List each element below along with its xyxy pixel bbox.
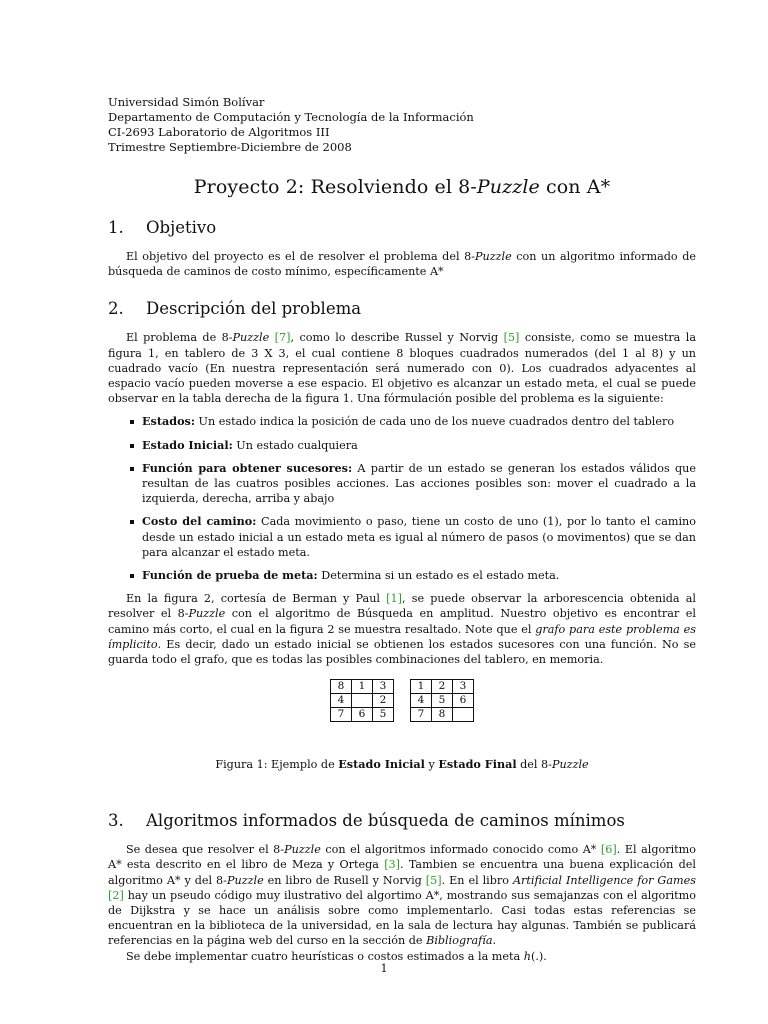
list-item: Estados: Un estado indica la posición de cada uno de los nueve cuadrados dentro del tablero xyxy=(108,414,696,429)
section-algoritmos xyxy=(108,811,696,964)
title-italic: Puzzle xyxy=(476,176,540,198)
citation-link[interactable]: [6] xyxy=(600,843,617,857)
bullet-icon xyxy=(130,467,134,471)
bullet-icon xyxy=(130,444,134,448)
section-number: 3. xyxy=(108,811,124,831)
paragraph: Se debe implementar cuatro heurísticas o costos estimados a la meta h(.). xyxy=(126,949,547,963)
board-cell: 3 xyxy=(453,680,474,694)
header-line-term: Trimestre Septiembre-Diciembre de 2008 xyxy=(108,140,352,154)
section-title: Descripción del problema xyxy=(146,299,362,319)
initial-state-board xyxy=(330,679,394,722)
paragraph: El objetivo del proyecto es el de resolver el problema del 8-Puzzle con un algoritmo informado de búsqueda de caminos de costo mínimo, específicamente A* xyxy=(108,250,696,279)
bullet-icon xyxy=(130,420,134,424)
section-objetivo xyxy=(108,218,696,279)
board-cell: 6 xyxy=(453,694,474,708)
section-title: Algoritmos informados de búsqueda de caminos mínimos xyxy=(146,811,625,831)
list-item: Función de prueba de meta: Determina si un estado es el estado meta. xyxy=(108,568,696,583)
figure-caption: Figura 1: Ejemplo de Estado Inicial y Estado Final del 8-Puzzle xyxy=(215,757,589,772)
board-cell: 2 xyxy=(432,680,453,694)
header-line-university: Universidad Simón Bolívar xyxy=(108,95,265,109)
citation-link[interactable]: [5] xyxy=(503,331,520,345)
board-cell: 8 xyxy=(331,680,352,694)
page xyxy=(108,95,696,984)
board-cell: 7 xyxy=(331,708,352,722)
title-text: Proyecto 2: Resolviendo el 8- xyxy=(193,176,477,198)
citation-link[interactable]: [3] xyxy=(384,858,401,872)
list-item: Estado Inicial: Un estado cualquiera xyxy=(108,438,696,453)
board-cell: 6 xyxy=(352,708,373,722)
paragraph: Se desea que resolver el 8-Puzzle con el algoritmos informado conocido como A* [6]. El algoritmo A* esta descrito en el libro de Meza y Ortega [3]. Tambien se encuentra una buena explicación del algoritmo A* y del 8-Puzzle en libro de Rusell y Norvig [5]. En el libro Artificial Intelligence for Games [2] hay un pseudo código muy ilustrativo del algortimo A*, mostrando sus semajanzas con el algoritmo de Dijkstra y se hace un análisis sobre como implementarlo. Casi todas estas referencias se encuentran en la biblioteca de la universidad, en la sala de lectura hay algunas. También se publicará referencias en la página web del curso en la sección de Bibliografía. xyxy=(108,843,697,948)
list-item: Función para obtener sucesores: A partir de un estado se generan los estados válidos que resultan de las cuatros posibles acciones. Las acciones posibles son: mover el cuadrado a la izquierda, derecha, arriba y abajo xyxy=(108,461,696,507)
paragraph: El problema de 8-Puzzle [7], como lo describe Russel y Norvig [5] consiste, como se muestra la figura 1, en tablero de 3 X 3, el cual contiene 8 bloques cuadrados numerados (del 1 al 8) y un cuadrado vacío (En nuestra representación será numerado con 0). Los cuadrados adyacentes al espacio vacío pueden moverse a ese espacio. El objetivo es alcanzar un estado meta, el cual se puede observar en la tabla derecha de la figura 1. Una fórmulación posible del problema es la siguiente: xyxy=(108,331,696,406)
citation-link[interactable]: [7] xyxy=(274,331,291,345)
board-cell: 5 xyxy=(373,708,394,722)
board-cell xyxy=(453,708,474,722)
bullet-icon xyxy=(130,520,134,524)
section-title: Objetivo xyxy=(146,218,217,237)
board-cell: 2 xyxy=(373,694,394,708)
citation-link[interactable]: [2] xyxy=(108,888,124,902)
section-number: 2. xyxy=(108,299,124,319)
board-cell: 5 xyxy=(432,694,453,708)
header-line-course: CI-2693 Laboratorio de Algoritmos III xyxy=(108,125,330,139)
section-descripcion xyxy=(108,299,696,771)
paragraph: En la figura 2, cortesía de Berman y Paul [1], se puede observar la arborescencia obtenida al resolver el 8-Puzzle con el algoritmo de Búsqueda en amplitud. Nuestro objetivo es encontrar el camino más corto, el cual en la figura 2 se muestra resaltado. Note que el grafo para este problema es ímplicito. Es decir, dado un estado inicial se obtienen los estados sucesores con una función. No se guarda todo el grafo, que es todas las posibles combinaciones del tablero, en memoria. xyxy=(108,592,696,667)
title-suffix: con A* xyxy=(539,176,611,198)
section-number: 1. xyxy=(108,218,124,237)
section-heading xyxy=(108,218,696,237)
final-state-board xyxy=(410,679,474,722)
board-cell: 7 xyxy=(411,708,432,722)
figure-1 xyxy=(108,679,696,722)
document-title xyxy=(108,176,696,198)
header-block xyxy=(108,95,696,155)
page-number: 1 xyxy=(380,962,388,975)
board-cell: 4 xyxy=(331,694,352,708)
board-cell: 1 xyxy=(352,680,373,694)
board-cell: 3 xyxy=(373,680,394,694)
header-line-department: Departamento de Computación y Tecnología de la Información xyxy=(108,110,474,124)
board-cell: 8 xyxy=(432,708,453,722)
section-heading xyxy=(108,811,696,830)
formulation-list xyxy=(108,414,696,583)
citation-link[interactable]: [1] xyxy=(386,592,402,606)
section-heading xyxy=(108,299,696,318)
board-cell: 4 xyxy=(411,694,432,708)
citation-link[interactable]: [5] xyxy=(425,873,442,887)
board-cell: 1 xyxy=(411,680,432,694)
board-cell xyxy=(352,694,373,708)
bullet-icon xyxy=(130,574,134,578)
list-item: Costo del camino: Cada movimiento o paso, tiene un costo de uno (1), por lo tanto el camino desde un estado inicial a un estado meta es igual al número de pasos (o movimentos) que se dan para alcanzar el estado meta. xyxy=(108,514,696,560)
